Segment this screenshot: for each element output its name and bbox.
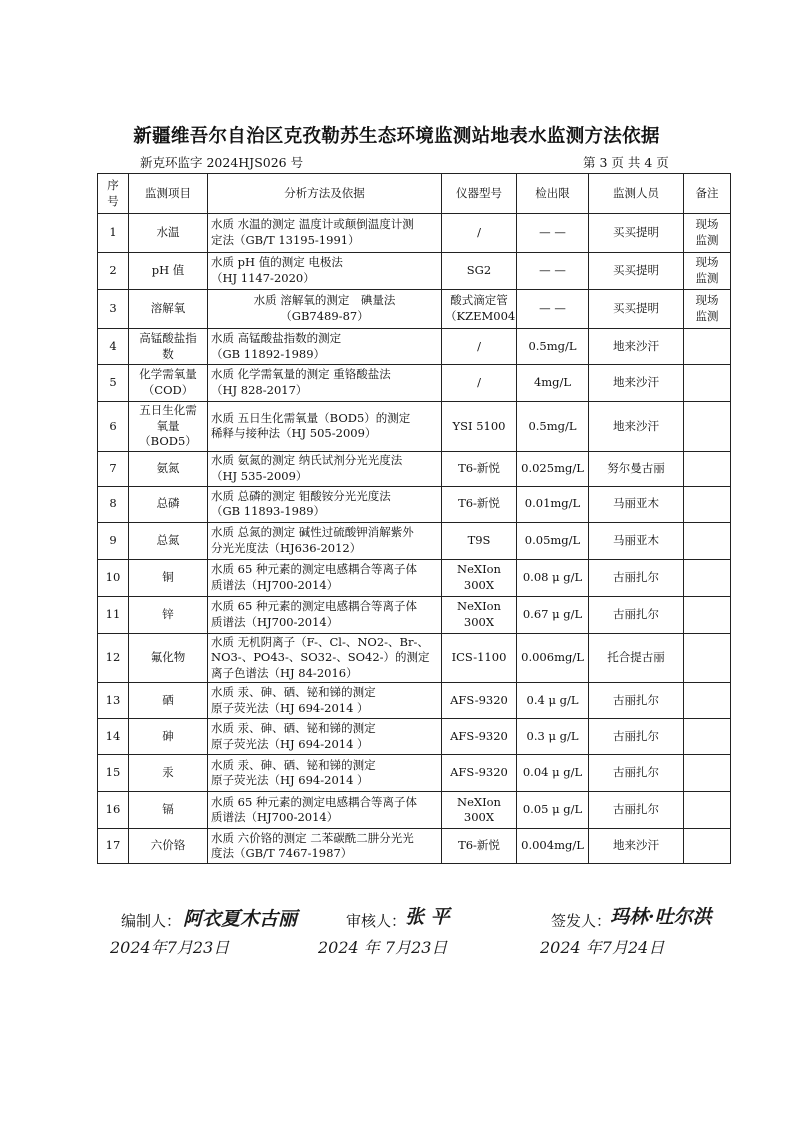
table-row [98,633,731,683]
note [684,719,731,755]
monitoring-person: 地来沙汗 [589,829,684,864]
analysis-method: 水质 化学需氧量的测定 重铬酸盐法 （HJ 828-2017） [208,365,442,402]
compiler-signature: 阿衣夏木古丽 [183,908,298,930]
analysis-method: 水质 溶解氧的测定 碘量法 （GB7489-87） [208,290,442,329]
monitoring-item: 硒 [129,683,208,719]
table-row [98,402,731,452]
row-number: 7 [98,451,129,486]
note [684,522,731,559]
table-row [98,253,731,290]
header-no: 序 号 [98,174,129,214]
table-row [98,329,731,365]
reviewer-date: 2024 年 7月23日 [318,938,448,957]
monitoring-item: 溶解氧 [129,290,208,329]
table-row [98,290,731,329]
analysis-method: 水质 pH 值的测定 电极法 （HJ 1147-2020） [208,253,442,290]
detection-limit: 0.67 μ g/L [517,596,589,633]
header-limit: 检出限 [517,174,589,214]
detection-limit: 0.5mg/L [517,402,589,452]
header-method: 分析方法及依据 [208,174,442,214]
table-row [98,755,731,792]
table-row [98,596,731,633]
row-number: 5 [98,365,129,402]
note [684,559,731,596]
analysis-method: 水质 汞、砷、硒、铋和锑的测定 原子荧光法（HJ 694-2014 ） [208,719,442,755]
table-row [98,365,731,402]
note [684,596,731,633]
note [684,365,731,402]
instrument-model: ICS-1100 [442,633,517,683]
detection-limit: 4mg/L [517,365,589,402]
monitoring-item: 锌 [129,596,208,633]
analysis-method: 水质 六价铬的测定 二苯碳酰二肼分光光 度法（GB/T 7467-1987） [208,829,442,864]
monitoring-item: 高锰酸盐指 数 [129,329,208,365]
instrument-model: SG2 [442,253,517,290]
monitoring-person: 古丽扎尔 [589,559,684,596]
row-number: 8 [98,486,129,522]
table-row [98,522,731,559]
instrument-model: T6-新悦 [442,829,517,864]
monitoring-item: 化学需氧量 （COD） [129,365,208,402]
instrument-model: / [442,329,517,365]
monitoring-item: 氨氮 [129,451,208,486]
header-item: 监测项目 [129,174,208,214]
header-person: 监测人员 [589,174,684,214]
monitoring-person: 古丽扎尔 [589,792,684,829]
analysis-method: 水质 总氮的测定 碱性过硫酸钾消解紫外 分光光度法（HJ636-2012） [208,522,442,559]
analysis-method: 水质 氨氮的测定 纳氏试剂分光光度法 （HJ 535-2009） [208,451,442,486]
note [684,792,731,829]
instrument-model: / [442,365,517,402]
table-row [98,559,731,596]
detection-limit: 0.04 μ g/L [517,755,589,792]
detection-limit: 0.08 μ g/L [517,559,589,596]
document-number: 新克环监字 2024HJS026 号 [140,155,304,170]
compiler-date: 2024年7月23日 [110,938,230,957]
instrument-model: T6-新悦 [442,451,517,486]
monitoring-item: 汞 [129,755,208,792]
monitoring-person: 古丽扎尔 [589,719,684,755]
row-number: 17 [98,829,129,864]
monitoring-item: 砷 [129,719,208,755]
table-row [98,792,731,829]
monitoring-item: 镉 [129,792,208,829]
row-number: 2 [98,253,129,290]
header-note: 备注 [684,174,731,214]
analysis-method: 水质 汞、砷、硒、铋和锑的测定 原子荧光法（HJ 694-2014 ） [208,683,442,719]
monitoring-person: 买买提明 [589,253,684,290]
instrument-model: T6-新悦 [442,486,517,522]
note [684,329,731,365]
analysis-method: 水质 高锰酸盐指数的测定 （GB 11892-1989） [208,329,442,365]
monitoring-person: 古丽扎尔 [589,755,684,792]
document-title: 新疆维吾尔自治区克孜勒苏生态环境监测站地表水监测方法依据 [133,126,660,147]
monitoring-item: 氟化物 [129,633,208,683]
monitoring-person: 地来沙汗 [589,329,684,365]
detection-limit: 0.025mg/L [517,451,589,486]
compiler-label: 编制人： [121,912,182,930]
monitoring-item: 水温 [129,214,208,253]
table-body [98,214,731,864]
table-row [98,451,731,486]
note [684,451,731,486]
instrument-model: AFS-9320 [442,719,517,755]
monitoring-person: 马丽亚木 [589,486,684,522]
analysis-method: 水质 65 种元素的测定电感耦合等离子体 质谱法（HJ700-2014） [208,792,442,829]
note [684,402,731,452]
detection-limit: 0.01mg/L [517,486,589,522]
row-number: 14 [98,719,129,755]
table-row [98,214,731,253]
detection-limit: 0.5mg/L [517,329,589,365]
detection-limit: 0.3 μ g/L [517,719,589,755]
note [684,486,731,522]
reviewer-signature: 张 平 [405,906,450,928]
monitoring-item: 铜 [129,559,208,596]
reviewer-label: 审核人： [346,912,407,930]
analysis-method: 水质 65 种元素的测定电感耦合等离子体 质谱法（HJ700-2014） [208,559,442,596]
detection-limit: — — [517,290,589,329]
table-row [98,719,731,755]
issuer-label: 签发人： [551,912,612,930]
note: 现场 监测 [684,253,731,290]
monitoring-item: 五日生化需 氧量 （BOD5） [129,402,208,452]
row-number: 13 [98,683,129,719]
page-info: 第 3 页 共 4 页 [583,155,669,170]
header-instrument: 仪器型号 [442,174,517,214]
detection-limit: — — [517,214,589,253]
note [684,683,731,719]
monitoring-person: 古丽扎尔 [589,596,684,633]
instrument-model: / [442,214,517,253]
analysis-method: 水质 65 种元素的测定电感耦合等离子体 质谱法（HJ700-2014） [208,596,442,633]
detection-limit: 0.004mg/L [517,829,589,864]
row-number: 6 [98,402,129,452]
instrument-model: 酸式滴定管 （KZEM004 [442,290,517,329]
row-number: 10 [98,559,129,596]
instrument-model: AFS-9320 [442,755,517,792]
monitoring-person: 古丽扎尔 [589,683,684,719]
instrument-model: T9S [442,522,517,559]
note [684,755,731,792]
detection-limit: 0.05 μ g/L [517,792,589,829]
monitoring-item: pH 值 [129,253,208,290]
detection-limit: — — [517,253,589,290]
instrument-model: AFS-9320 [442,683,517,719]
monitoring-person: 地来沙汗 [589,365,684,402]
methods-table [97,173,731,864]
monitoring-person: 马丽亚木 [589,522,684,559]
row-number: 11 [98,596,129,633]
detection-limit: 0.4 μ g/L [517,683,589,719]
note: 现场 监测 [684,290,731,329]
instrument-model: NeXIon 300X [442,792,517,829]
detection-limit: 0.05mg/L [517,522,589,559]
monitoring-person: 买买提明 [589,290,684,329]
issuer-signature: 玛林·吐尔洪 [610,906,712,928]
analysis-method: 水质 总磷的测定 钼酸铵分光光度法 （GB 11893-1989） [208,486,442,522]
note: 现场 监测 [684,214,731,253]
instrument-model: NeXIon 300X [442,559,517,596]
instrument-model: YSI 5100 [442,402,517,452]
row-number: 9 [98,522,129,559]
issuer-date: 2024 年7月24日 [540,938,665,957]
instrument-model: NeXIon 300X [442,596,517,633]
row-number: 12 [98,633,129,683]
monitoring-person: 托合提古丽 [589,633,684,683]
monitoring-item: 六价铬 [129,829,208,864]
note [684,829,731,864]
table-row [98,829,731,864]
table-header-row [98,174,731,214]
detection-limit: 0.006mg/L [517,633,589,683]
row-number: 1 [98,214,129,253]
row-number: 16 [98,792,129,829]
analysis-method: 水质 水温的测定 温度计或颠倒温度计测 定法（GB/T 13195-1991） [208,214,442,253]
row-number: 15 [98,755,129,792]
row-number: 3 [98,290,129,329]
analysis-method: 水质 无机阴离子（F-、Cl-、NO2-、Br-、 NO3-、PO43-、SO32-、SO42-）的测定 离子色谱法（HJ 84-2016） [208,633,442,683]
note [684,633,731,683]
table-row [98,683,731,719]
monitoring-item: 总磷 [129,486,208,522]
monitoring-person: 地来沙汗 [589,402,684,452]
monitoring-item: 总氮 [129,522,208,559]
analysis-method: 水质 五日生化需氧量（BOD5）的测定 稀释与接种法（HJ 505-2009） [208,402,442,452]
analysis-method: 水质 汞、砷、硒、铋和锑的测定 原子荧光法（HJ 694-2014 ） [208,755,442,792]
monitoring-person: 买买提明 [589,214,684,253]
row-number: 4 [98,329,129,365]
table-row [98,486,731,522]
monitoring-person: 努尔曼古丽 [589,451,684,486]
